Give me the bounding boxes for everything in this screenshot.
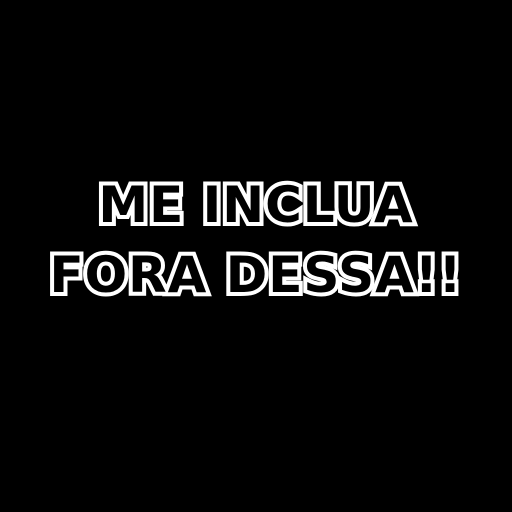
caption-text: [0, 176, 512, 304]
caption-line-2: FORA DESSA!!: [49, 246, 463, 304]
caption-line-1: ME INCLUA: [98, 176, 414, 234]
